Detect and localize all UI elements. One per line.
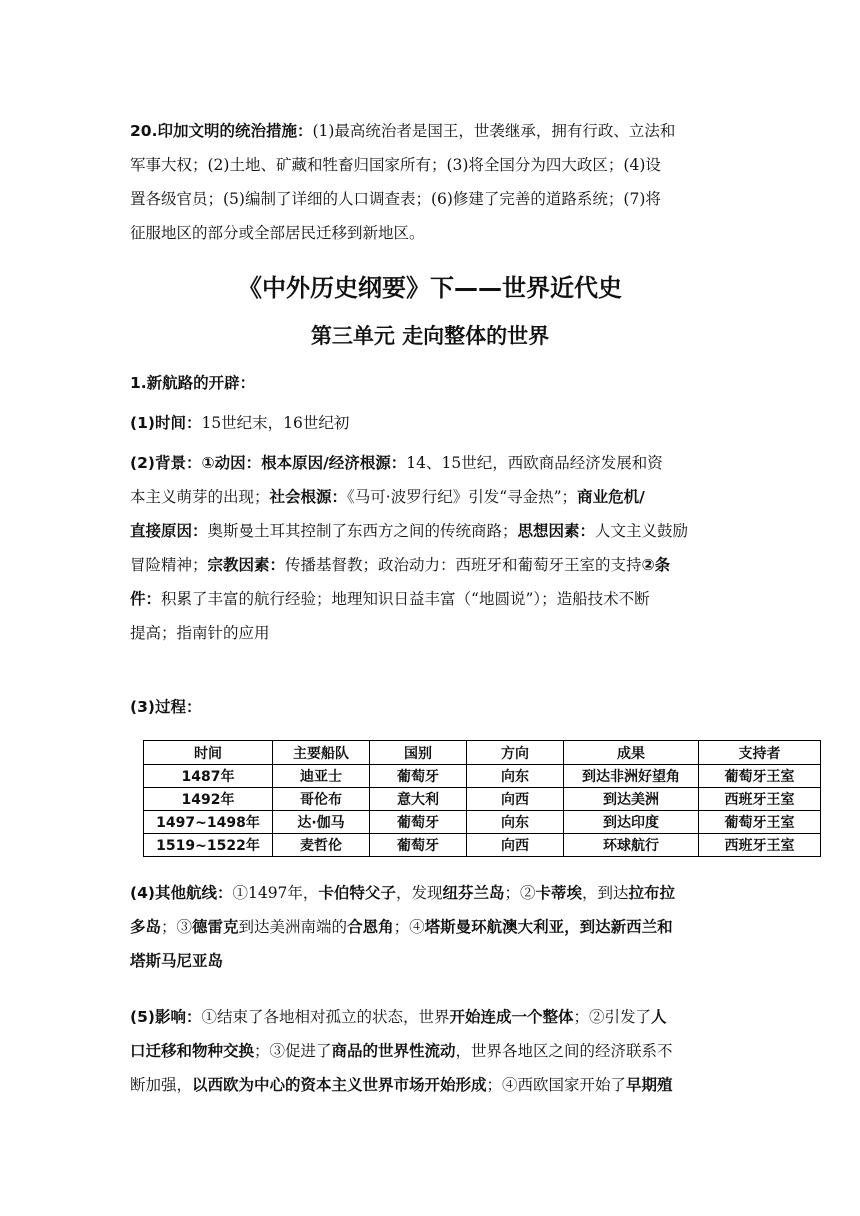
table-cell: 葡萄牙: [370, 834, 467, 857]
table-cell: 1519~1522年: [144, 834, 273, 857]
table-row: [144, 788, 821, 811]
time-label: (1)时间：: [130, 414, 202, 432]
table-cell: 哥伦布: [273, 788, 370, 811]
item-20-label: 20.印加文明的统治措施：: [130, 122, 313, 140]
table-header-cell: 主要船队: [273, 741, 370, 765]
table-header-cell: 国别: [370, 741, 467, 765]
time-text: 15世纪末，16世纪初: [201, 414, 350, 432]
table-cell: 西班牙王室: [699, 834, 821, 857]
table-cell: 1492年: [144, 788, 273, 811]
item-20-paragraph: [130, 114, 730, 250]
table-row: [144, 834, 821, 857]
table-cell: 西班牙王室: [699, 788, 821, 811]
table-cell: 葡萄牙王室: [699, 811, 821, 834]
table-cell: 1487年: [144, 765, 273, 788]
process-label: (3)过程：: [130, 698, 202, 716]
unit-title: 第三单元 走向整体的世界: [310, 324, 550, 348]
table-cell: 达·伽马: [273, 811, 370, 834]
table-cell: 麦哲伦: [273, 834, 370, 857]
table-cell: 1497~1498年: [144, 811, 273, 834]
item-20-line-1: (1)最高统治者是国王，世袭继承，拥有行政、立法和: [312, 122, 676, 140]
book-title: 《中外历史纲要》下——世界近代史: [238, 274, 622, 302]
table-header-cell: 成果: [564, 741, 699, 765]
table-cell: 向东: [467, 811, 564, 834]
voyages-table: [143, 740, 821, 857]
table-cell: 环球航行: [564, 834, 699, 857]
background-paragraph: (2)背景：①动因：根本原因/经济根源：14、15世纪，西欧商品经济发展和资 本主义萌芽的出现；社会根源：《马可·波罗行纪》引发“寻金热”；商业危机/ 直接原因：奥斯曼土耳其控制了东西方之间的传统商路；思想因素：人文主义鼓励 冒险精神；宗教因素：传播基督教；政治动力：西班牙和葡萄牙王室的支持②条 件：积累了丰富的航行经验；地理知识日益丰富（“地圆说”）；造船技术不断 提高；指南针的应用: [130, 454, 689, 642]
table-cell: 葡萄牙: [370, 765, 467, 788]
table-header-cell: 支持者: [699, 741, 821, 765]
table-header-cell: 方向: [467, 741, 564, 765]
table-row: [144, 811, 821, 834]
table-cell: 到达印度: [564, 811, 699, 834]
table-header-cell: 时间: [144, 741, 273, 765]
table-cell: 葡萄牙王室: [699, 765, 821, 788]
table-row: [144, 765, 821, 788]
table-cell: 向西: [467, 788, 564, 811]
table-cell: 葡萄牙: [370, 811, 467, 834]
table-cell: 向东: [467, 765, 564, 788]
item-20-line-2: 军事大权；(2)土地、矿藏和牲畜归国家所有；(3)将全国分为四大政区；(4)设: [130, 156, 661, 174]
impact-paragraph: (5)影响：①结束了各地相对孤立的状态，世界开始连成一个整体；②引发了人 口迁移和物种交换；③促进了商品的世界性流动，世界各地区之间的经济联系不 断加强，以西欧为中心的资本主义世界市场开始形成；④西欧国家开始了早期殖: [130, 1008, 673, 1094]
table-cell: 意大利: [370, 788, 467, 811]
table-cell: 迪亚士: [273, 765, 370, 788]
table-header-row: [144, 741, 821, 765]
item-20-line-4: 征服地区的部分或全部居民迁移到新地区。: [130, 224, 425, 242]
section-1-heading: 1.新航路的开辟：: [130, 374, 256, 392]
table-cell: 向西: [467, 834, 564, 857]
time-line: [130, 406, 730, 440]
table-cell: 到达美洲: [564, 788, 699, 811]
other-routes-paragraph: (4)其他航线：①1497年，卡伯特父子，发现纽芬兰岛；②卡蒂埃，到达拉布拉 多岛；③德雷克到达美洲南端的合恩角；④塔斯曼环航澳大利亚，到达新西兰和 塔斯马尼亚岛: [130, 884, 676, 970]
item-20-line-3: 置各级官员；(5)编制了详细的人口调查表；(6)修建了完善的道路系统；(7)将: [130, 190, 661, 208]
table-cell: 到达非洲好望角: [564, 765, 699, 788]
